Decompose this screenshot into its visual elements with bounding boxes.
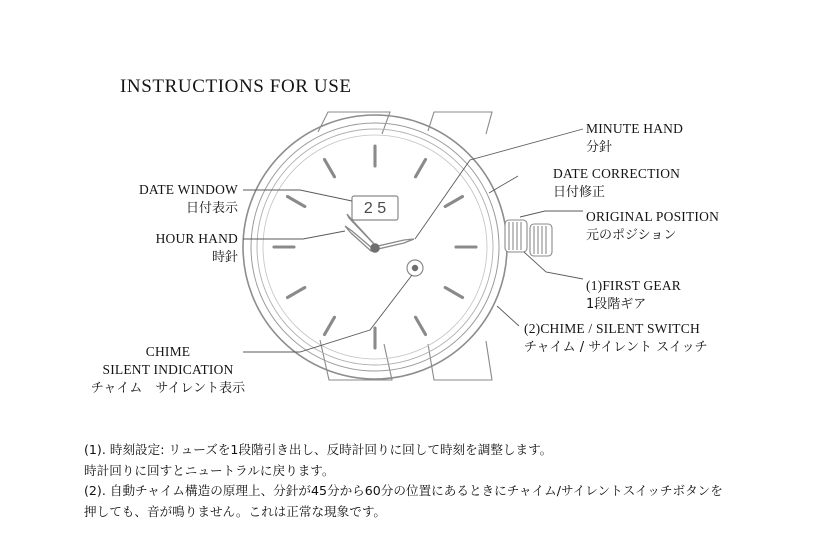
usage-note-line-1: (1). 時刻設定: リューズを1段階引き出し、反時計回りに回して時刻を調整します。 [84, 442, 553, 457]
callout-minute-hand-en: MINUTE HAND [586, 121, 684, 136]
callout-chime-switch-en: (2)CHIME / SILENT SWITCH [524, 321, 700, 336]
callout-date-correction-en: DATE CORRECTION [553, 166, 681, 181]
callout-date-window [0, 181, 238, 218]
callout-minute-hand [586, 120, 683, 157]
callout-original-position-jp: 元のポジション [586, 228, 677, 244]
leader-date-window [243, 190, 352, 201]
callout-first-gear [586, 277, 681, 314]
callout-chime-indication-jp: チャイム サイレント表示 [90, 381, 246, 397]
leader-chime-indication [243, 275, 412, 352]
crown-lower [530, 224, 552, 256]
callout-hour-hand-jp: 時針 [211, 250, 238, 266]
callout-first-gear-jp: 1段階ギア [586, 297, 647, 313]
usage-note-line-4: 押しても、音が鳴りません。これは正常な現象です。 [84, 503, 386, 519]
leader-chime-switch [497, 306, 519, 326]
callout-date-window-jp: 日付表示 [185, 201, 238, 217]
callout-hour-hand [0, 230, 238, 267]
callout-date-correction-jp: 日付修正 [553, 185, 606, 201]
chime-silent-indicator-dot [412, 265, 418, 271]
callout-chime-indication [70, 343, 266, 398]
usage-note-line-3: (2). 自動チャイム構造の原理上、分針が45分から60分の位置にあるときにチャイム/サイレントスイッチボタンを [84, 483, 723, 499]
watch-strap-bottom [320, 340, 492, 380]
callout-chime-switch [524, 320, 708, 357]
callout-original-position [586, 208, 719, 245]
usage-note-line-2: 時計回りに回すとニュートラルに戻ります。 [84, 462, 335, 478]
page-title: INSTRUCTIONS FOR USE [120, 76, 352, 97]
callout-hour-hand-en: HOUR HAND [155, 231, 238, 246]
callout-chime-indication-line1: CHIME [145, 344, 191, 359]
leader-original-position [520, 211, 583, 217]
callout-original-position-en: ORIGINAL POSITION [586, 209, 720, 224]
callout-date-window-en: DATE WINDOW [138, 182, 238, 197]
callout-chime-indication-line2: SILENT INDICATION [102, 362, 234, 378]
watch-strap-top [318, 112, 492, 134]
callout-date-correction [553, 165, 680, 202]
hands-center-pin [371, 244, 379, 252]
callout-chime-switch-jp: チャイム / サイレント スイッチ [524, 340, 708, 356]
minute-hand-shape [378, 239, 414, 249]
leader-date-correction [489, 176, 518, 193]
crown-upper [505, 220, 527, 252]
callout-minute-hand-jp: 分針 [586, 140, 613, 156]
date-window-value: 2 5 [363, 200, 387, 217]
callout-first-gear-en: (1)FIRST GEAR [586, 278, 681, 293]
usage-notes [84, 440, 784, 522]
